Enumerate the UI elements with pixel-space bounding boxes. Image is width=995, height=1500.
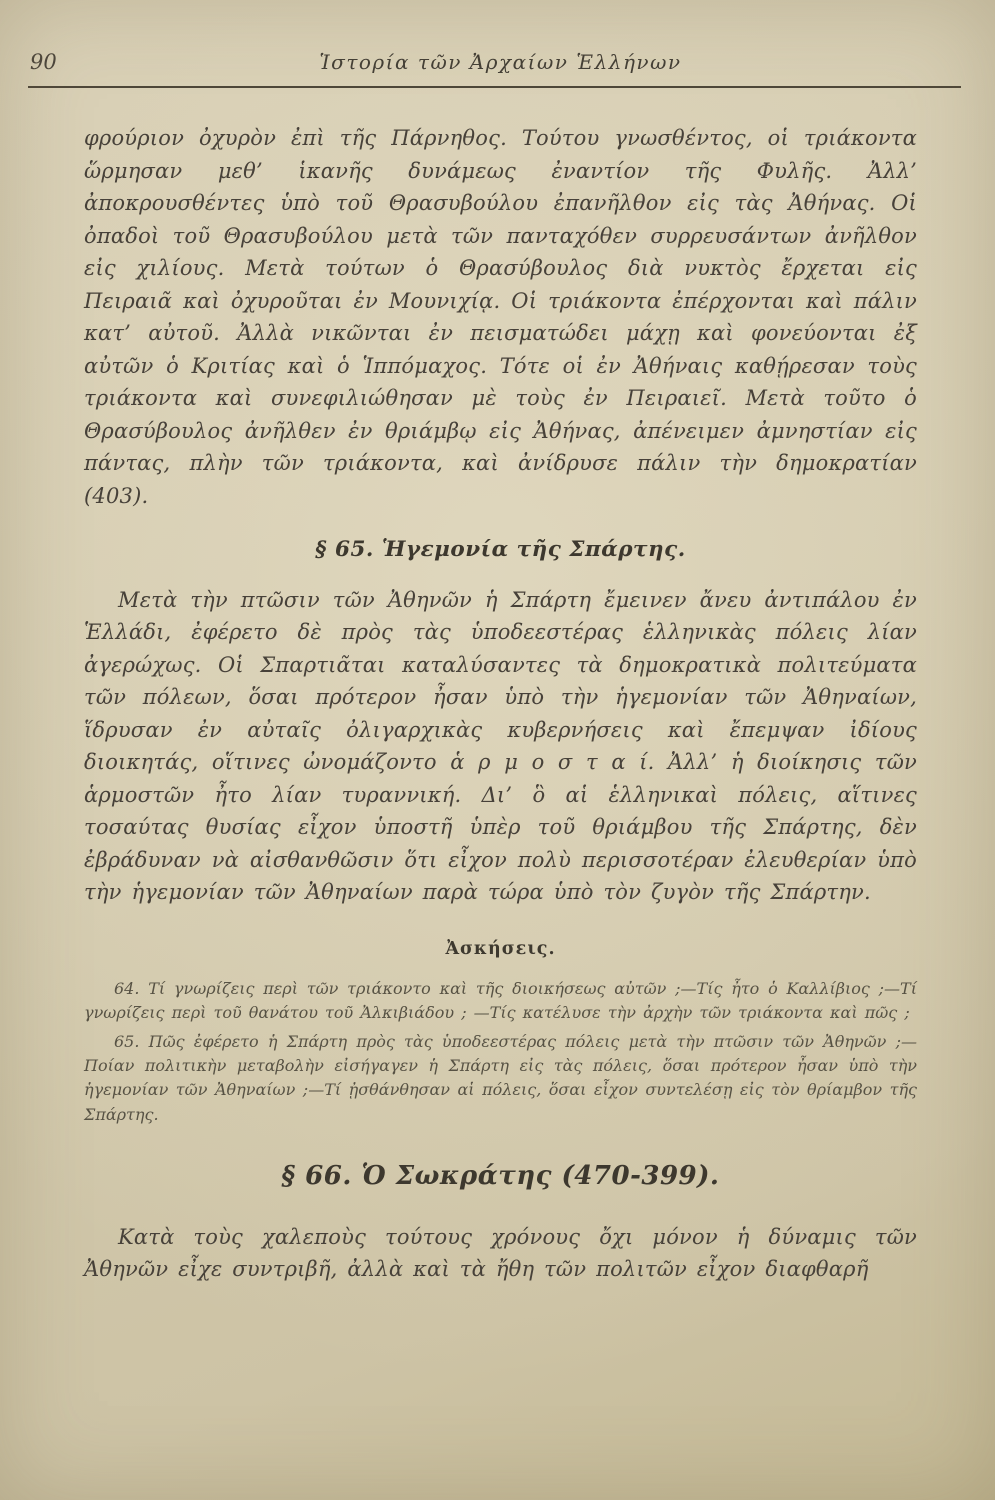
section-65-heading: § 65. Ἡγεμονία τῆς Σπάρτης. (315, 536, 686, 562)
header-rule (28, 86, 961, 88)
page-body (84, 122, 917, 1286)
section-66-heading: § 66. Ὁ Σωκράτης (470-399). (281, 1160, 720, 1191)
exercises-heading: Ἀσκήσεις. (445, 939, 556, 960)
paragraph-socrates: Κατὰ τοὺς χαλεποὺς τούτους χρόνους ὄχι μόνον ἡ δύναμις τῶν Ἀθηνῶν εἶχε συντριβῆ, ἀλλὰ καὶ τὰ ἤθη τῶν πολιτῶν εἶχον διαφθαρῆ (84, 1224, 917, 1282)
running-header-title: Ἱστορία τῶν Ἀρχαίων Ἑλλήνων (319, 50, 682, 74)
question-65: 65. Πῶς ἐφέρετο ἡ Σπάρτη πρὸς τὰς ὑποδεεστέρας πόλεις μετὰ τὴν πτῶσιν τῶν Ἀθηνῶν ;—Ποίαν πολιτικὴν μεταβολὴν εἰσήγαγεν ἡ Σπάρτη εἰς τὰς πόλεις, ὅσαι πρότερον ἦσαν ὑπὸ τὴν ἡγεμονίαν τῶν Ἀθηναίων ;—Τί ᾐσθάνθησαν αἱ πόλεις, ὅσαι εἶχον συντελέσῃ εἰς τὸν θρίαμβον τῆς Σπάρτης. (84, 1031, 917, 1124)
question-64: 64. Τί γνωρίζεις περὶ τῶν τριάκοντο καὶ τῆς διοικήσεως αὐτῶν ;—Τίς ἦτο ὁ Καλλίβιος ;—Τί γνωρίζεις περὶ τοῦ θανάτου τοῦ Ἀλκιβιάδου ; —Τίς κατέλυσε τὴν ἀρχὴν τῶν τριάκοντα καὶ πῶς ; (84, 979, 917, 1023)
running-header (30, 50, 917, 80)
page-number: 90 (30, 50, 57, 74)
paragraph-sparta-hegemony: Μετὰ τὴν πτῶσιν τῶν Ἀθηνῶν ἡ Σπάρτη ἔμεινεν ἄνευ ἀντιπάλου ἐν Ἑλλάδι, ἐφέρετο δὲ πρὸς τὰς ὑποδεεστέρας ἑλληνικὰς πόλεις λίαν ἀγερώχως. Οἱ Σπαρτιᾶται καταλύσαντες τὰ δημοκρατικὰ πολιτεύματα τῶν πόλεων, ὅσαι πρότερον ἦσαν ὑπὸ τὴν ἡγεμονίαν τῶν Ἀθηναίων, ἵδρυσαν ἐν αὐταῖς ὀλιγαρχικὰς κυβερνήσεις καὶ ἔπεμψαν ἰδίους διοικητάς, οἵτινες ὠνομάζοντο ἁ ρ μ ο σ τ α ί. Ἀλλ’ ἡ διοίκησις τῶν ἁρμοστῶν ἦτο λίαν τυραννική. Δι’ ὃ αἱ ἑλληνικαὶ πόλεις, αἵτινες τοσαύτας θυσίας εἶχον ὑποστῆ ὑπὲρ τοῦ θριάμβου τῆς Σπάρτης, δὲν ἐβράδυναν νὰ αἰσθανθῶσιν ὅτι εἶχον πολὺ περισσοτέραν ἐλευθερίαν ὑπὸ τὴν ἡγεμονίαν τῶν Ἀθηναίων παρὰ τώρα ὑπὸ τὸν ζυγὸν τῆς Σπάρτην. (84, 587, 917, 905)
paragraph-thirty-tyrants: φρούριον ὀχυρὸν ἐπὶ τῆς Πάρνηθος. Τούτου γνωσθέντος, οἱ τριάκοντα ὥρμησαν μεθ’ ἱκανῆς δυνάμεως ἐναντίον τῆς Φυλῆς. Ἀλλ’ ἀποκρουσθέντες ὑπὸ τοῦ Θρασυβούλου ἐπανῆλθον εἰς τὰς Ἀθήνας. Οἱ ὀπαδοὶ τοῦ Θρασυβούλου μετὰ τῶν πανταχόθεν συρρευσάντων ἀνῆλθον εἰς χιλίους. Μετὰ τούτων ὁ Θρασύβουλος διὰ νυκτὸς ἔρχεται εἰς Πειραιᾶ καὶ ὀχυροῦται ἐν Μουνιχίᾳ. Οἱ τριάκοντα ἐπέρχονται καὶ πάλιν κατ’ αὐτοῦ. Ἀλλὰ νικῶνται ἐν πεισματώδει μάχῃ καὶ φονεύονται ἐξ αὐτῶν ὁ Κριτίας καὶ ὁ Ἱππόμαχος. Τότε οἱ ἐν Ἀθήναις καθῄρεσαν τοὺς τριάκοντα καὶ συνεφιλιώθησαν μὲ τοὺς ἐν Πειραιεῖ. Μετὰ τοῦτο ὁ Θρασύβουλος ἀνῆλθεν ἐν θριάμβῳ εἰς Ἀθήνας, ἀπένειμεν ἀμνηστίαν εἰς πάντας, πλὴν τῶν τριάκοντα, καὶ ἀνίδρυσε πάλιν τὴν δημοκρατίαν (403). (84, 126, 917, 509)
